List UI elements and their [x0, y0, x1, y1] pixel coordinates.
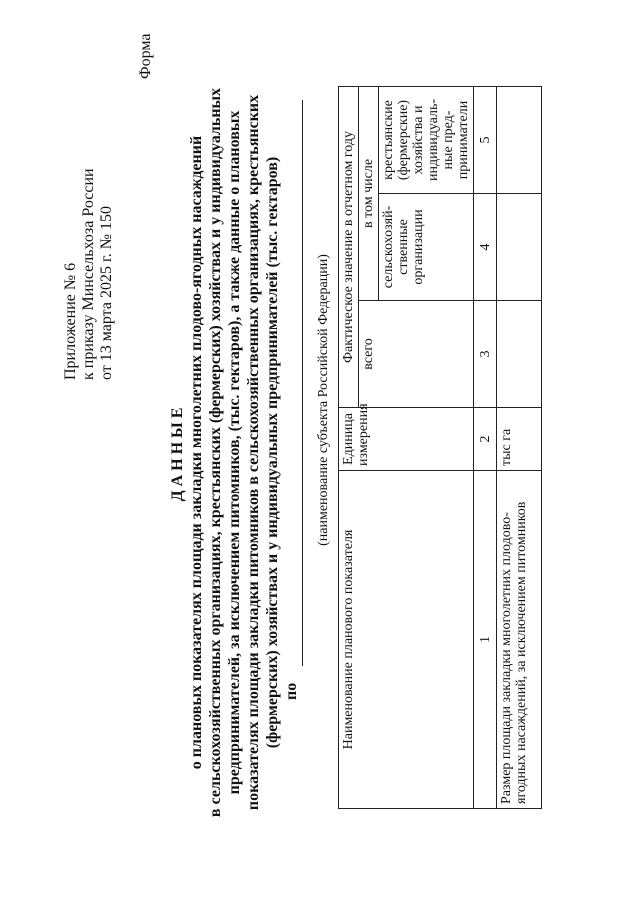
document-heading: ДАННЫЕ	[169, 403, 186, 502]
column-number: 1	[474, 471, 497, 809]
subject-caption: (наименование субъекта Российской Федерации)	[316, 254, 331, 546]
header-actual-value: Фактическое значение в отчетном году	[339, 86, 359, 407]
row-indicator: Размер площади закладки многолетних плодово-ягодных насаждений, за исключением питомников	[497, 471, 542, 809]
column-number: 3	[474, 301, 497, 408]
subject-row	[283, 100, 305, 700]
po-label: по	[283, 682, 300, 700]
table-row	[497, 86, 542, 808]
title-line: предпринимателей, за исключением питомников, (тыс. гектаров), а также данные о плановых	[226, 110, 243, 795]
title-line: в сельскохозяйственных организациях, крестьянских (фермерских) хозяйствах и у индивидуальных	[207, 87, 224, 818]
appendix-line: от 13 марта 2025 г. № 150	[98, 206, 115, 380]
title-line: (фермерских) хозяйствах и у индивидуальных предпринимателей (тыс. гектаров)	[264, 156, 281, 749]
header-including: в том числе	[359, 86, 379, 300]
subject-fill-line[interactable]	[302, 100, 303, 666]
appendix-line: Приложение № 6	[62, 262, 79, 380]
header-indicator-name: Наименование планового показателя	[339, 471, 474, 809]
row-unit: тыс га	[497, 408, 542, 471]
form-label: Форма	[137, 33, 154, 79]
title-line: о плановых показателях площади закладки многолетних плодово-ягодных насаждений	[188, 135, 205, 770]
row-agri-orgs-cell[interactable]	[497, 194, 542, 301]
column-number: 4	[474, 194, 497, 301]
column-number: 5	[474, 86, 497, 193]
document-title-block	[168, 55, 282, 850]
title-line: показателях площади закладки питомников в сельскохозяйственных организациях, крестьянских	[245, 94, 262, 811]
header-agri-orgs: сельскохозяй-ственные организации	[379, 194, 474, 301]
column-number: 2	[474, 408, 497, 471]
header-unit: Единица измерения	[339, 408, 474, 471]
indicator-table	[338, 86, 542, 809]
row-total-cell[interactable]	[497, 301, 542, 408]
header-total: всего	[359, 301, 474, 408]
header-farms: крестьянские (фермерские) хозяйства и индивидуаль-ные пред-приниматели	[379, 86, 474, 193]
row-farms-cell[interactable]	[497, 86, 542, 193]
appendix-block	[62, 168, 116, 380]
appendix-line: к приказу Минсельхоза России	[80, 168, 97, 380]
